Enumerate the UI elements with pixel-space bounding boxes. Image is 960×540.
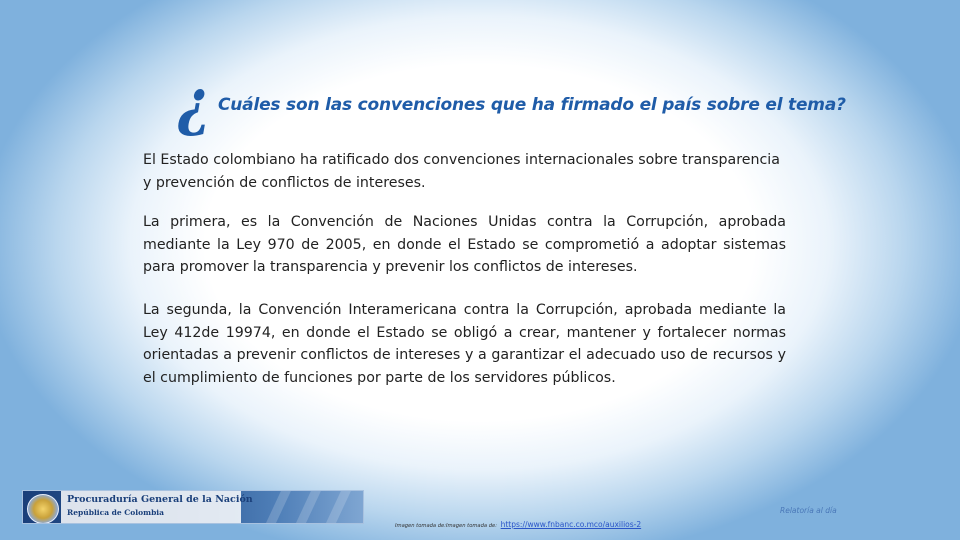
institution-name: Procuraduría General de la Nación — [67, 494, 253, 505]
paragraph-intro: El Estado colombiano ha ratificado dos convenciones internacionales sobre transparencia y prevención de conflictos de intereses. — [143, 152, 780, 191]
footer-tagline: Relatoría al día — [780, 506, 837, 515]
slide-title: Cuáles son las convenciones que ha firmado el país sobre el tema? — [218, 95, 846, 115]
question-mark-icon: ¿ — [177, 66, 211, 139]
institution-banner — [22, 490, 364, 524]
banner-stripe — [265, 491, 291, 524]
banner-stripe — [325, 491, 351, 524]
image-credit — [395, 520, 641, 529]
coat-of-arms-icon — [27, 494, 59, 524]
banner-stripe — [295, 491, 321, 524]
paragraph-first-convention: La primera, es la Convención de Naciones Unidas contra la Corrupción, aprobada mediante la Ley 970 de 2005, en donde el Estado se comprometió a adoptar sistemas para promover la transparencia y prevenir los conflictos de intereses. — [143, 214, 786, 275]
paragraph-second-convention: La segunda, la Convención Interamericana contra la Corrupción, aprobada mediante la Ley 412de 19974, en donde el Estado se obligó a crear, mantener y fortalecer normas orientadas a prevenir conflictos de intereses y a garantizar el adecuado uso de recursos y el cumplimiento de funciones por parte de los servidores públicos. — [143, 302, 786, 386]
image-credit-label: Imagen tomada de:Imagen tomada de: — [395, 523, 497, 529]
institution-country: República de Colombia — [67, 508, 165, 517]
image-credit-link[interactable]: https://www.fnbanc.co.mco/auxilios-2 — [500, 520, 642, 529]
